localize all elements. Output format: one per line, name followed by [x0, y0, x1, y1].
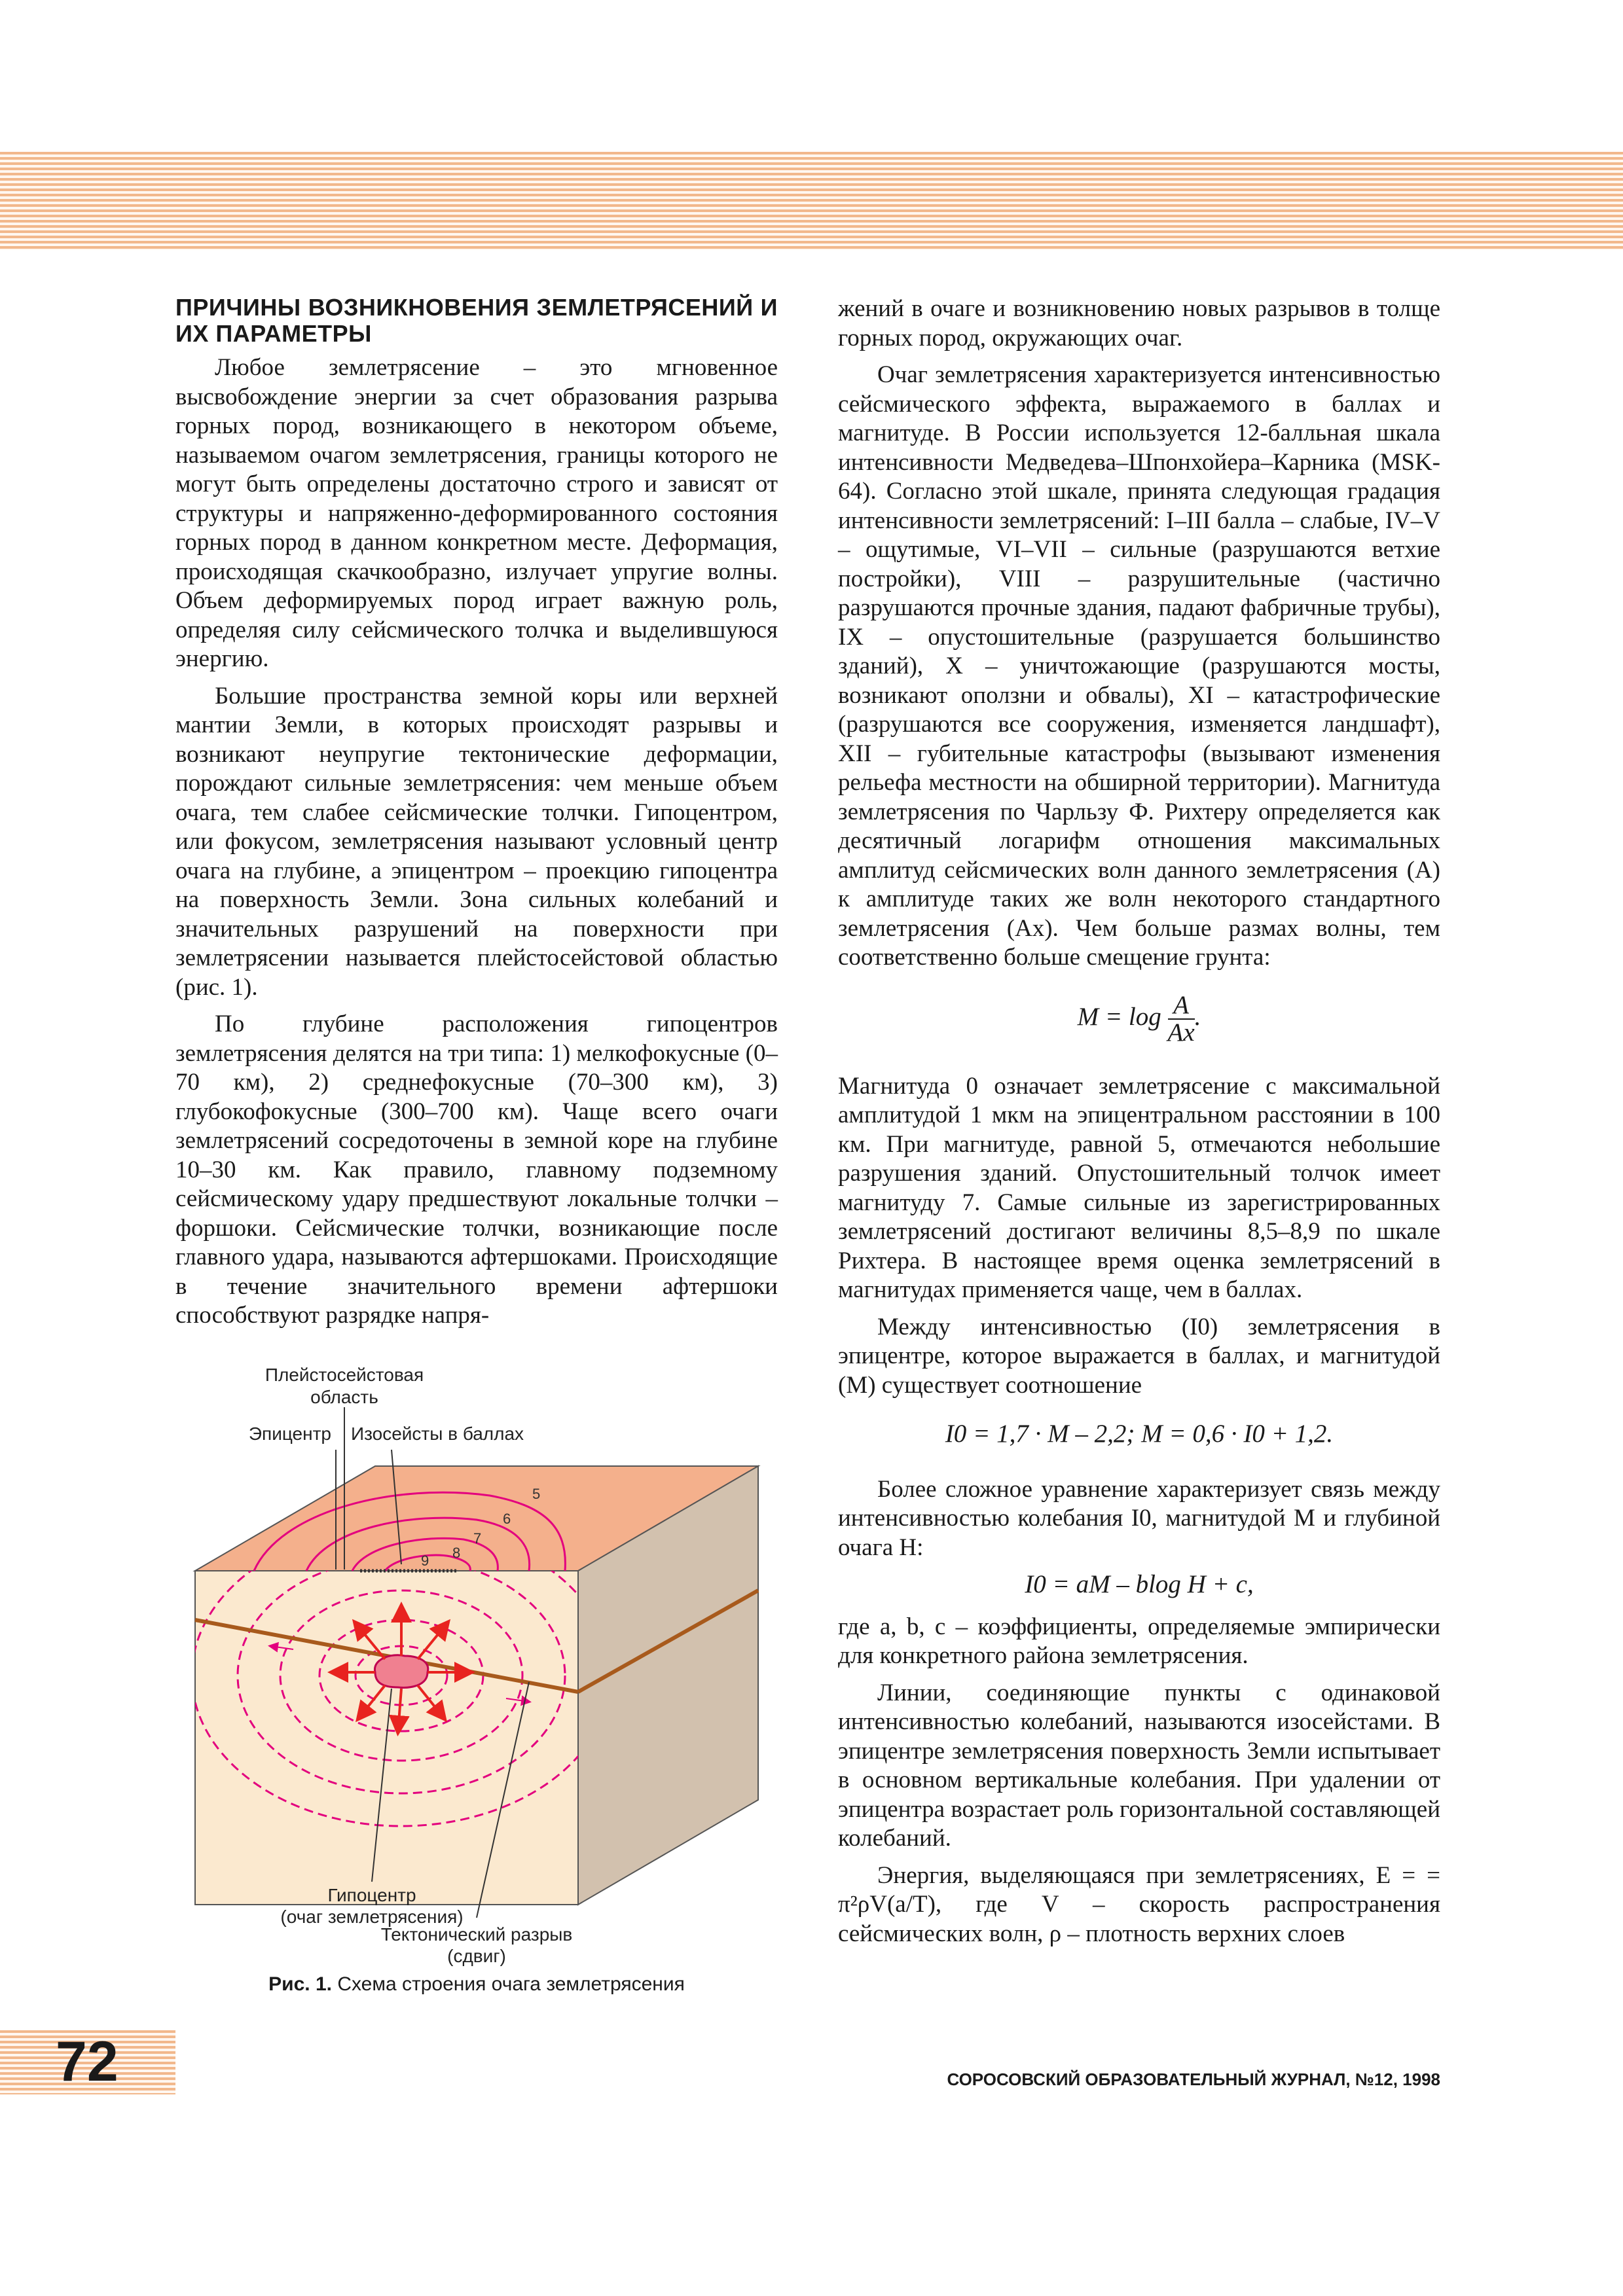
isoseist-label: 7 — [473, 1530, 482, 1547]
paragraph: Более сложное уравнение характеризует связь между интенсивностью колебания I0, магнитудой M и глубиной очага H: — [838, 1475, 1440, 1561]
depth-formula: I0 = aM – blog H + c, — [1025, 1570, 1254, 1598]
journal-footer: СОРОСОВСКИЙ ОБРАЗОВАТЕЛЬНЫЙ ЖУРНАЛ, №12, 1998 — [947, 2070, 1440, 2089]
formula-lhs: M = log — [1077, 1002, 1161, 1031]
magnitude-formula — [838, 992, 1440, 1046]
paragraph: Между интенсивностью (I0) землетрясения в эпицентре, которое выражается в баллах, и магнитудой (M) существует соотношение — [838, 1313, 1440, 1399]
formula-fraction — [1168, 992, 1195, 1046]
hypocenter-shape — [374, 1655, 428, 1688]
figure-diagram — [175, 1348, 778, 1977]
label-epicenter: Эпицентр — [248, 1424, 331, 1444]
isoseist-label: 9 — [421, 1552, 429, 1569]
fraction-denominator: Ax — [1167, 1018, 1195, 1047]
paragraph: Очаг землетрясения характеризуется интенсивностью сейсмического эффекта, выражаемого в баллах и магнитуде. В России используется 12-балльная шкала интенсивности Медведева–Шпонхойера–Карника (MSK-64). Согласно этой шкале, принята следующая градация интенсивности землетрясений: I–III балла – слабые, IV–V – ощутимые, VI–VII – сильные (разрушаются ветхие постройки), VIII – разрушительные (частично разрушаются прочные здания, падают фабричные трубы), IX – опустошительные (разрушается большинство зданий), X – уничтожающие (разрушаются мосты, возникают оползни и обвалы), XI – катастрофические (разрушаются все сооружения, изменяется ландшафт), XII – губительные катастрофы (вызывают изменения рельефа местности на обширной территории). Магнитуда землетрясения по Чарльзу Ф. Рихтеру определяется как десятичный логарифм отношения максимальных амплитуд сейсмических волн данного землетрясения (A) к амплитуде таких же волн некоторого стандартного землетрясения (Ax). Чем больше размах волны, тем соответственно больше смещение грунта: — [838, 361, 1440, 971]
figure-caption — [175, 1973, 778, 1996]
caption-text: Схема строения очага землетрясения — [331, 1973, 685, 1995]
paragraph: Любое землетрясение – это мгновенное высвобождение энергии за счет образования разрыва горных пород, возникающего в некотором объеме, называемом очагом землетрясения, границы которого не могут быть определены достаточно строго и зависят от структуры и напряженно-деформированного состояния горных пород в данном конкретном месте. Деформация, происходящая скачкообразно, излучает упругие волны. Объем деформируемых пород играет важную роль, определяя силу сейсмического толчка и выделившуюся энергию. — [175, 354, 778, 672]
page-number: 72 — [56, 2030, 119, 2093]
paragraph: Энергия, выделяющаяся при землетрясениях, E = = π²ρV(a/T), где V – скорость распространения сейсмических волн, ρ – плотность верхних слоев — [838, 1861, 1440, 1947]
left-column — [175, 295, 778, 1338]
earthquake-focus-figure — [175, 1348, 778, 1977]
label-hypocenter: (очаг землетрясения) — [280, 1907, 464, 1927]
label-fault: Тектонический разрыв — [380, 1924, 573, 1945]
label-pleistoseist: область — [310, 1387, 378, 1407]
label-pleistoseist: Плейстосейстовая — [264, 1365, 424, 1385]
isoseist-label: 5 — [532, 1486, 541, 1502]
isoseist-label: 8 — [452, 1545, 461, 1561]
paragraph: Магнитуда 0 означает землетрясение с максимальной амплитудой 1 мкм на эпицентральном расстоянии в 100 км. При магнитуде, равной 5, отмечаются небольшие разрушения зданий. Опустошительный толчок имеет магнитуду 7. Самые сильные из зарегистрированных землетрясений достигают величины 8,5–8,9 по шкале Рихтера. В настоящее время оценка землетрясений в магнитудах применяется чаще, чем в баллах. — [838, 1072, 1440, 1303]
section-heading: ПРИЧИНЫ ВОЗНИКНОВЕНИЯ ЗЕМЛЕТРЯСЕНИЙ И ИХ ПАРАМЕТРЫ — [175, 294, 778, 347]
fraction-numerator: A — [1168, 992, 1195, 1020]
paragraph: Большие пространства земной коры или верхней мантии Земли, в которых происходят разрывы и возникают неупругие тектонические деформации, порождают сильные землетрясения: чем меньше объем очага, тем слабее сейсмические толчки. Гипоцентром, или фокусом, землетрясения называют условный центр очага на глубине, а эпицентром – проекцию гипоцентра на поверхность Земли. Зона сильных колебаний и значительных разрушений на поверхности при землетрясении называется плейстосейстовой областью (рис. 1). — [175, 682, 778, 1001]
paragraph: жений в очаге и возникновению новых разрывов в толще горных пород, окружающих очаг. — [838, 295, 1440, 351]
isoseist-label: 6 — [503, 1511, 511, 1527]
label-fault: (сдвиг) — [447, 1946, 506, 1966]
label-hypocenter: Гипоцентр — [327, 1885, 416, 1905]
paragraph: Линии, соединяющие пункты с одинаковой интенсивностью колебаний, называются изосейстами. В эпицентре землетрясения поверхность Земли испытывает в основном вертикальные колебания. При удалении от эпицентра возрастает роль горизонтальной составляющей колебаний. — [838, 1679, 1440, 1852]
label-isoseists: Изосейсты в баллах — [351, 1424, 524, 1444]
intensity-formula: I0 = 1,7 · M – 2,2; M = 0,6 · I0 + 1,2. — [945, 1420, 1334, 1448]
header-stripes — [0, 152, 1623, 250]
paragraph: где a, b, c – коэффициенты, определяемые эмпирически для конкретного района землетрясения. — [838, 1613, 1440, 1669]
formula-end: . — [1194, 1002, 1201, 1031]
caption-label: Рис. 1. — [268, 1973, 332, 1995]
paragraph: По глубине расположения гипоцентров землетрясения делятся на три типа: 1) мелкофокусные (0–70 км), 2) среднефокусные (70–300 км), 3) глубокофокусные (300–700 км). Чаще всего очаги землетрясений сосредоточены в земной коре на глубине 10–30 км. Как правило, главному подземному сейсмическому удару предшествуют локальные толчки – форшоки. Сейсмические толчки, возникающие после главного удара, называются афтершоками. Происходящие в течение значительного времени афтершоки способствуют разрядке напря- — [175, 1011, 778, 1329]
right-column — [838, 295, 1440, 1956]
